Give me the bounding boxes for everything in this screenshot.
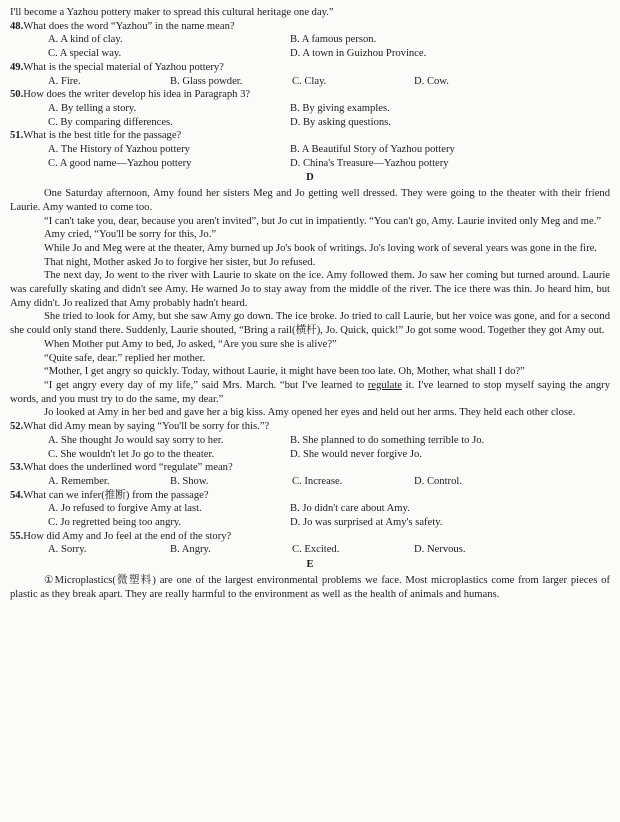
intro-line: I'll become a Yazhou pottery maker to spread this cultural heritage one day.” [10,7,334,18]
answer-option: D. Jo was surprised at Amy's safety. [290,517,443,529]
question-number: 54. [10,489,24,501]
question-text: How does the writer develop his idea in Paragraph 3? [23,89,251,101]
question-number: 49. [10,61,24,73]
answer-option: C. By comparing differences. [48,116,173,128]
answer-option: C. Jo regretted being too angry. [48,517,182,529]
options-row [10,516,610,530]
answer-option: B. By giving examples. [290,102,390,114]
questions-section-d [10,420,610,557]
question-number: 50. [10,89,24,101]
question-stem [10,420,610,434]
answer-option: D. She would never forgive Jo. [290,448,422,460]
question-text: What is the best title for the passage? [23,130,182,142]
answer-option: C. Increase. [292,475,343,487]
passage-paragraph: “Mother, I get angry so quickly. Today, without Laurie, it might have been too late. Oh, Mother, what shall I do?” [44,366,525,378]
answer-option: D. Control. [414,475,462,487]
question-number: 48. [10,20,24,32]
answer-option: C. A special way. [48,48,122,60]
question-number: 52. [10,421,24,433]
answer-option: D. Nervous. [414,544,466,556]
passage-paragraph: The next day, Jo went to the river with Laurie to skate on the ice. Amy followed them. Jo saw her coming but turned around. Laurie was carefully skating and didn't see Amy. He warned Jo to stay away from the middle of the river. The ice there was thin. Jo heard him, but Amy didn't. Jo realized that Amy probably hadn't heard. [10,270,610,309]
answer-option: A. The History of Yazhou pottery [48,144,190,156]
passage-paragraph-last: Jo looked at Amy in her bed and gave her a big kiss. Amy opened her eyes and held out her arms. They held each other close. [44,407,576,419]
question-stem [10,129,610,143]
passage-paragraph: Amy cried, “You'll be sorry for this, Jo.” [44,229,217,241]
question-stem [10,88,610,102]
question-text: How did Amy and Jo feel at the end of the story? [23,530,232,542]
options-row [10,157,610,171]
answer-option: B. A Beautiful Story of Yazhou pottery [290,144,455,156]
options-row [10,434,610,448]
answer-option: D. China's Treasure—Yazhou pottery [290,157,449,169]
answer-option: D. Cow. [414,75,449,87]
options-row [10,143,610,157]
answer-option: A. A kind of clay. [48,34,123,46]
question-text: What does the word “Yazhou” in the name mean? [23,20,235,32]
questions-section-c [10,20,610,171]
options-row [10,33,610,47]
question-number: 53. [10,462,24,474]
question-text: What did Amy mean by saying “You'll be sorry for this.”? [23,421,270,433]
answer-option: B. Glass powder. [170,75,243,87]
answer-option: D. A town in Guizhou Province. [290,48,427,60]
answer-option: B. A famous person. [290,34,377,46]
options-row [10,448,610,462]
question-text: What is the special material of Yazhou pottery? [23,61,224,73]
question-stem [10,489,610,503]
answer-option: B. She planned to do something terrible to Jo. [290,434,485,446]
answer-option: A. By telling a story. [48,102,137,114]
passage-paragraph: “I can't take you, dear, because you aren't invited”, but Jo cut in impatiently. “You can't go, Amy. Laurie invited only Meg and me.” [44,215,602,227]
options-row [10,75,610,89]
question-number: 55. [10,530,24,542]
options-row [10,543,610,557]
question-stem [10,61,610,75]
answer-option: D. By asking questions. [290,116,391,128]
passage-paragraph: While Jo and Meg were at the theater, Amy burned up Jo's book of writings. Jo's loving work of several years was gone in the fire. [44,242,597,254]
question-stem [10,461,610,475]
passage-paragraph: When Mother put Amy to bed, Jo asked, “Are you sure she is alive?” [44,338,337,350]
answer-option: A. Jo refused to forgive Amy at last. [48,503,202,515]
question-text: What can we infer(推断) from the passage? [23,489,209,501]
passage-e: ①Microplastics(微塑料) are one of the largest environmental problems we face. Most microplastics come from larger pieces of plastic as they break apart. They are really harmful to the environment as well as the health of animals and humans. [10,574,610,600]
passage-d [10,187,610,379]
options-row [10,102,610,116]
passage-paragraph-regulate: “I get angry every day of my life,” said Mrs. March. “but I've learned to regulate it. I've learned to stop myself saying the angry words, and you must try to do the same, my dear.” [10,379,610,405]
section-d-heading: D [306,172,314,184]
answer-option: B. Show. [170,475,209,487]
answer-option: B. Jo didn't care about Amy. [290,503,410,515]
answer-option: A. Sorry. [48,544,87,556]
options-row [10,116,610,130]
section-e-heading: E [306,559,314,571]
options-row [10,47,610,61]
passage-paragraph: “Quite safe, dear.” replied her mother. [44,352,206,364]
underlined-word-regulate: regulate [367,379,402,391]
question-stem [10,20,610,34]
options-row [10,475,610,489]
answer-option: C. She wouldn't let Jo go to the theater. [48,448,215,460]
question-stem [10,530,610,544]
options-row [10,502,610,516]
answer-option: A. Remember. [48,475,110,487]
question-number: 51. [10,130,24,142]
answer-option: C. Excited. [292,544,340,556]
passage-paragraph: That night, Mother asked Jo to forgive her sister, but Jo refused. [44,256,316,268]
answer-option: A. She thought Jo would say sorry to her. [48,434,224,446]
passage-paragraph: One Saturday afternoon, Amy found her sisters Meg and Jo getting well dressed. They were going to the theater with their friend Laurie. Amy wanted to come too. [10,188,610,213]
answer-option: C. Clay. [292,75,327,87]
answer-option: B. Angry. [170,544,211,556]
answer-option: C. A good name—Yazhou pottery [48,157,192,169]
question-text: What does the underlined word “regulate” mean? [23,462,233,474]
passage-paragraph: She tried to look for Amy, but she saw Amy go down. The ice broke. Jo tried to call Laurie, but her voice was gone, and for a second she could only stand there. Suddenly, Laurie shouted, “Bring a rail(横杆), Jo. Quick, quick!” Jo got some wood. Together they got Amy out. [10,311,610,337]
answer-option: A. Fire. [48,75,81,87]
